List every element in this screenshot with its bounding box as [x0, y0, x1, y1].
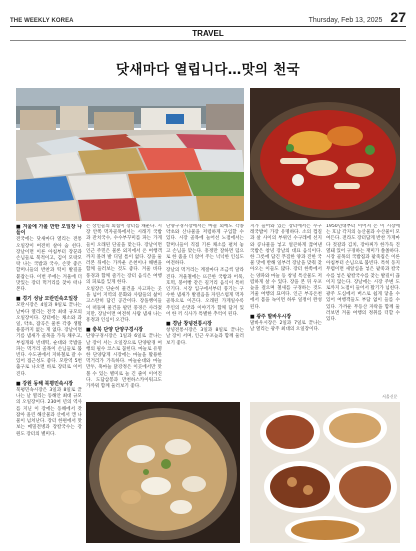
- subheading: ■ 경남 창녕전통시장: [166, 321, 212, 328]
- section-title: TRAVEL: [186, 29, 229, 38]
- body-text: 오일장은 단순히 물건을 사고파는 곳을 넘어 지역의 문화와 사람들의 삶이 고스란히 담긴 공간이다. 장돌뱅이들이 떠돌며 물건을 팔던 풍경은 사라졌지만, 장날이면 여전히 사람 냄새 나는 흥정과 인심이 오간다.: [86, 287, 162, 324]
- body-text: 북평민속시장은 3일과 8일로 끝나는 날 열리는 동해안 최대 규모의 오일장이다. 230여 년의 역사를 지닌 이 장에는 동해에서 갓 잡아 올린 해산물과 산에서 캔 나물이 넘쳐난다. 장터 한편에서 맛보는 메밀전병과 장칼국수는 강원도 장터의 별미다.: [16, 388, 82, 437]
- subheading: ■ 강원 동해 북평민속시장: [16, 380, 73, 387]
- body-text: 지가 들어와 있는 장터에서는 수구레국밥이 가장 유명하다. 소의 껍질과 살 사이의 부위인 수구레에 선지와 콩나물을 넣고 얼큰하게 끓여낸 국밥은 창녕 장날의 대표 음식이다. 한 그릇에 담긴 푸짐한 양과 진한 국물 맛에 반해 일부러 장날을 맞춰 찾아오는 이들도 많다. 장터 한쪽에서는 양파와 마늘 등 창녕 특산물도 저렴하게 살 수 있다. 장을 본 뒤 우포늪을 걸으며 철새를 구경하는 것도 겨울 여행의 묘미다. 인근 부곡온천에서 몸을 녹이면 하루 일정이 완성된다.: [250, 224, 322, 310]
- masthead: [10, 8, 406, 24]
- subheading: ■ 충북 단양 단양구경시장: [86, 327, 143, 334]
- body-text: 단양구경시장은 1일과 6일로 끝나는 날 장이 서는 오일장으로 단양팔경 여행의 필수 코스로 꼽힌다. 마늘로 유명한 단양답게 시장에는 마늘을 활용한 먹거리가 가득하다. 마늘순대와 마늘만두, 흑마늘 닭강정은 이곳에서만 맛볼 수 있는 별미로 늘 긴 줄이 이어진다. 도담삼봉과 만천하스카이워크도 가까워 함께 둘러보기 좋다.: [86, 334, 162, 390]
- article-column-4: [250, 224, 322, 398]
- body-text: 창녕전통시장은 3일과 8일로 끝나는 날 장이 서며, 인근 우포늪과 함께 둘러보기 좋다.: [166, 328, 244, 346]
- body-text: 장날의 먹거리는 계절마다 조금씩 달라진다. 겨울철에는 뜨끈한 국밥과 어묵, 호떡, 붕어빵 같은 길거리 음식이 특히 인기다. 시장 입구에서부터 풍기는 구수한 냄새가 발걸음을 자연스럽게 먹자골목으로 이끈다. 오래된 가게일수록 주인의 손맛과 이야기가 함께 담겨 있어 한 끼 식사가 특별한 추억이 된다.: [166, 268, 244, 317]
- subheading: ■ 광주 말바우시장: [250, 313, 292, 320]
- issue-date: Thursday, Feb 13, 2025: [308, 17, 383, 24]
- body-text: 말바우시장은 2일과 7일로 끝나는 날 열리는 광주 최대의 오일장이다.: [250, 321, 322, 333]
- page-number: 27: [390, 9, 406, 25]
- photo-caption: ■ 겨울에 가볼 만한 오일장 나들이: [16, 224, 82, 237]
- body-text: 전국에는 닷새마다 열리는 전통 오일장이 여전히 살아 숨 쉰다. 장날이면 이른 아침부터 장꾼과 손님들로 북적이고, 김이 모락모락 나는 국밥과 국수, 손맛 좋은 할머니들의 반찬과 떡이 발길을 붙잡는다. 이번 주에는 겨울에 더 맛있는 장터 먹거리를 찾아 떠나 본다.: [16, 237, 82, 293]
- body-text: 모란시장은 4일과 9일로 끝나는 날마다 열리는 전국 최대 규모의 오일장이다. 장터에는 채소와 과일, 약초, 잡곡은 물론 각종 생활용품까지 없는 게 없다. 장날이면 기름 냄새가 골목을 가득 채우고, 부침개와 빈대떡, 순대와 국밥을 파는 먹거리 골목이 손님들로 붐빈다. 수도권에서 지하철로 갈 수 있어 접근성도 좋다. 모란역 5번 출구로 나오면 바로 장터로 이어진다.: [16, 303, 82, 377]
- article-column-5: [326, 224, 400, 394]
- article-column-3: [166, 224, 244, 398]
- header-rule: [10, 26, 406, 27]
- photo-market-dishes: [250, 402, 400, 543]
- article-column-1: [16, 224, 82, 544]
- article-column-2: [86, 224, 162, 398]
- body-text: 1950년대부터 이어져 온 이 시장에는 호남 각지의 농산물과 수산물이 모여든다. 전라도 장터답게 반찬 가게마다 젓갈과 김치, 장아찌가 한가득 진열돼 있어 구경하는 재미가 쏠쏠하다. 시장 골목의 국밥집과 팥죽집은 이른 아침부터 손님으로 붐빈다. 특히 동지 무렵이면 새알심을 넣은 팥죽과 칼국수를 넣은 팥칼국수를 찾는 발길이 끊이지 않는다. 장날에는 시장 주변 도로까지 노점이 들어서 활기가 넘친다. 광주 도심에서 버스로 쉽게 닿을 수 있어 여행객들도 부담 없이 들를 수 있다. 가까운 무등산 자락을 함께 둘러보면 겨울 여행의 정취를 더할 수 있다.: [326, 224, 400, 323]
- body-text: 단양구경시장에서는 마늘 외에도 각종 약초와 산나물을 저렴하게 구입할 수 있다. 시장 골목에 늘어선 노점에서는 할머니들이 직접 기른 채소를 펼쳐 놓고 손님을 맞는다. 흥정만 잘하면 덤으로 한 줌을 더 얹어 주는 넉넉한 인심도 여전하다.: [166, 224, 244, 267]
- photo-tteokbokki: [250, 88, 400, 220]
- photo-market-aerial: [16, 88, 244, 221]
- subheading: ■ 경기 성남 모란민속오일장: [16, 296, 78, 303]
- section-label: [0, 29, 416, 38]
- section-rule: [10, 40, 406, 41]
- photo-credit: 서울신문: [382, 394, 398, 399]
- body-text: 는 상인들의 외침이 장터를 채운다. 시장 안쪽 먹자골목에서는 시래기 국밥과 잔치국수, 수수부꾸미를 파는 가게들이 오래된 단골을 맞는다. 장날이면 인근 주민은 물론 외지에서 온 여행객까지 몰려 발 디딜 틈이 없다. 장을 둘러본 뒤에는 가까운 온천이나 해변을 함께 들러보는 것도 좋다. 겨울 바다 풍경과 함께 즐기는 장터 음식은 여행의 피로를 잊게 한다.: [86, 224, 162, 285]
- headline: 닷새마다 열립니다…맛의 천국: [116, 62, 300, 78]
- photo-rice-cake-soup: [86, 402, 240, 543]
- paper-name: THE WEEKLY KOREA: [10, 18, 74, 24]
